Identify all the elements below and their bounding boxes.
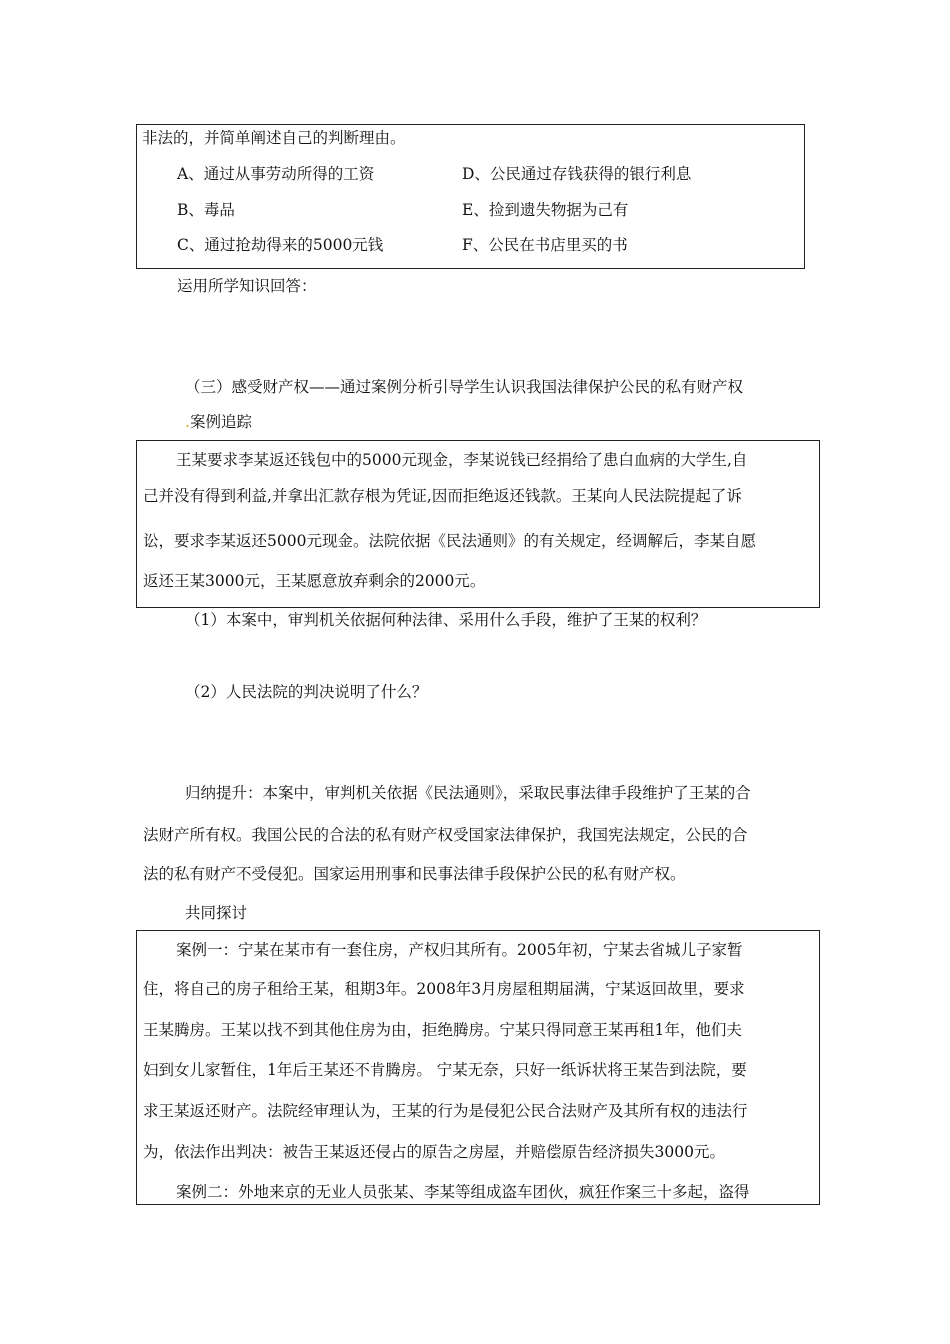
question-2: （2）人民法院的判决说明了什么？ [185, 683, 428, 701]
summary-line: 归纳提升：本案中，审判机关依据《民法通则》，采取民事法律手段维护了王某的合 [185, 784, 751, 802]
option-d: D、公民通过存钱获得的银行利息 [462, 165, 692, 183]
question-1: （1）本案中，审判机关依据何种法律、采用什么手段，维护了王某的权利？ [185, 611, 707, 629]
discuss-line: 求王某返还财产。法院经审理认为，王某的行为是侵犯公民合法财产及其所有权的违法行 [143, 1102, 748, 1120]
discuss-line: 案例一：宁某在某市有一套住房，产权归其所有。2005年初，宁某去省城儿子家暂 [176, 941, 743, 959]
case-line: 讼，要求李某返还5000元现金。法院依据《民法通则》的有关规定，经调解后，李某自愿 [143, 532, 756, 550]
summary-line: 法财产所有权。我国公民的合法的私有财产权受国家法律保护，我国宪法规定，公民的合 [143, 826, 748, 844]
case-line: 返还王某3000元，王某愿意放弃剩余的2000元。 [143, 572, 486, 590]
edit-mark-icon: . [185, 413, 190, 431]
case-line: 己并没有得到利益,并拿出汇款存根为凭证,因而拒绝返还钱款。王某向人民法院提起了诉 [143, 487, 742, 505]
case-line: 王某要求李某返还钱包中的5000元现金，李某说钱已经捐给了患白血病的大学生,自 [176, 451, 748, 469]
option-a: A、通过从事劳动所得的工资 [177, 165, 375, 183]
option-c: C、通过抢劫得来的5000元钱 [177, 236, 384, 254]
summary-line: 法的私有财产不受侵犯。国家运用刑事和民事法律手段保护公民的私有财产权。 [143, 865, 686, 883]
discuss-line: 案例二：外地来京的无业人员张某、李某等组成盗车团伙，疯狂作案三十多起，盗得 [176, 1183, 750, 1201]
discuss-line: 住，将自己的房子租给王某，租期3年。2008年3月房屋租期届满，宁某返回故里，要求 [143, 980, 745, 998]
option-e: E、捡到遗失物据为己有 [462, 201, 629, 219]
discuss-line: 为，依法作出判决：被告王某返还侵占的原告之房屋，并赔偿原告经济损失3000元。 [143, 1143, 725, 1161]
discuss-line: 妇到女儿家暂住，1年后王某还不肯腾房。 宁某无奈，只好一纸诉状将王某告到法院，要 [143, 1061, 747, 1079]
discuss-label: 共同探讨 [185, 904, 248, 922]
case-tracking-label [185, 412, 252, 432]
option-b: B、毒品 [177, 201, 235, 219]
box-intro-line: 非法的，并简单阐述自己的判断理由。 [142, 129, 406, 147]
discuss-line: 王某腾房。王某以找不到其他住房为由，拒绝腾房。宁某只得同意王某再租1年，他们夫 [143, 1021, 742, 1039]
section-heading: （三）感受财产权——通过案例分析引导学生认识我国法律保护公民的私有财产权 [185, 378, 744, 396]
case-tracking-text: 案例追踪 [189, 413, 252, 431]
option-f: F、公民在书店里买的书 [462, 236, 628, 254]
answer-prompt: 运用所学知识回答： [177, 277, 317, 295]
